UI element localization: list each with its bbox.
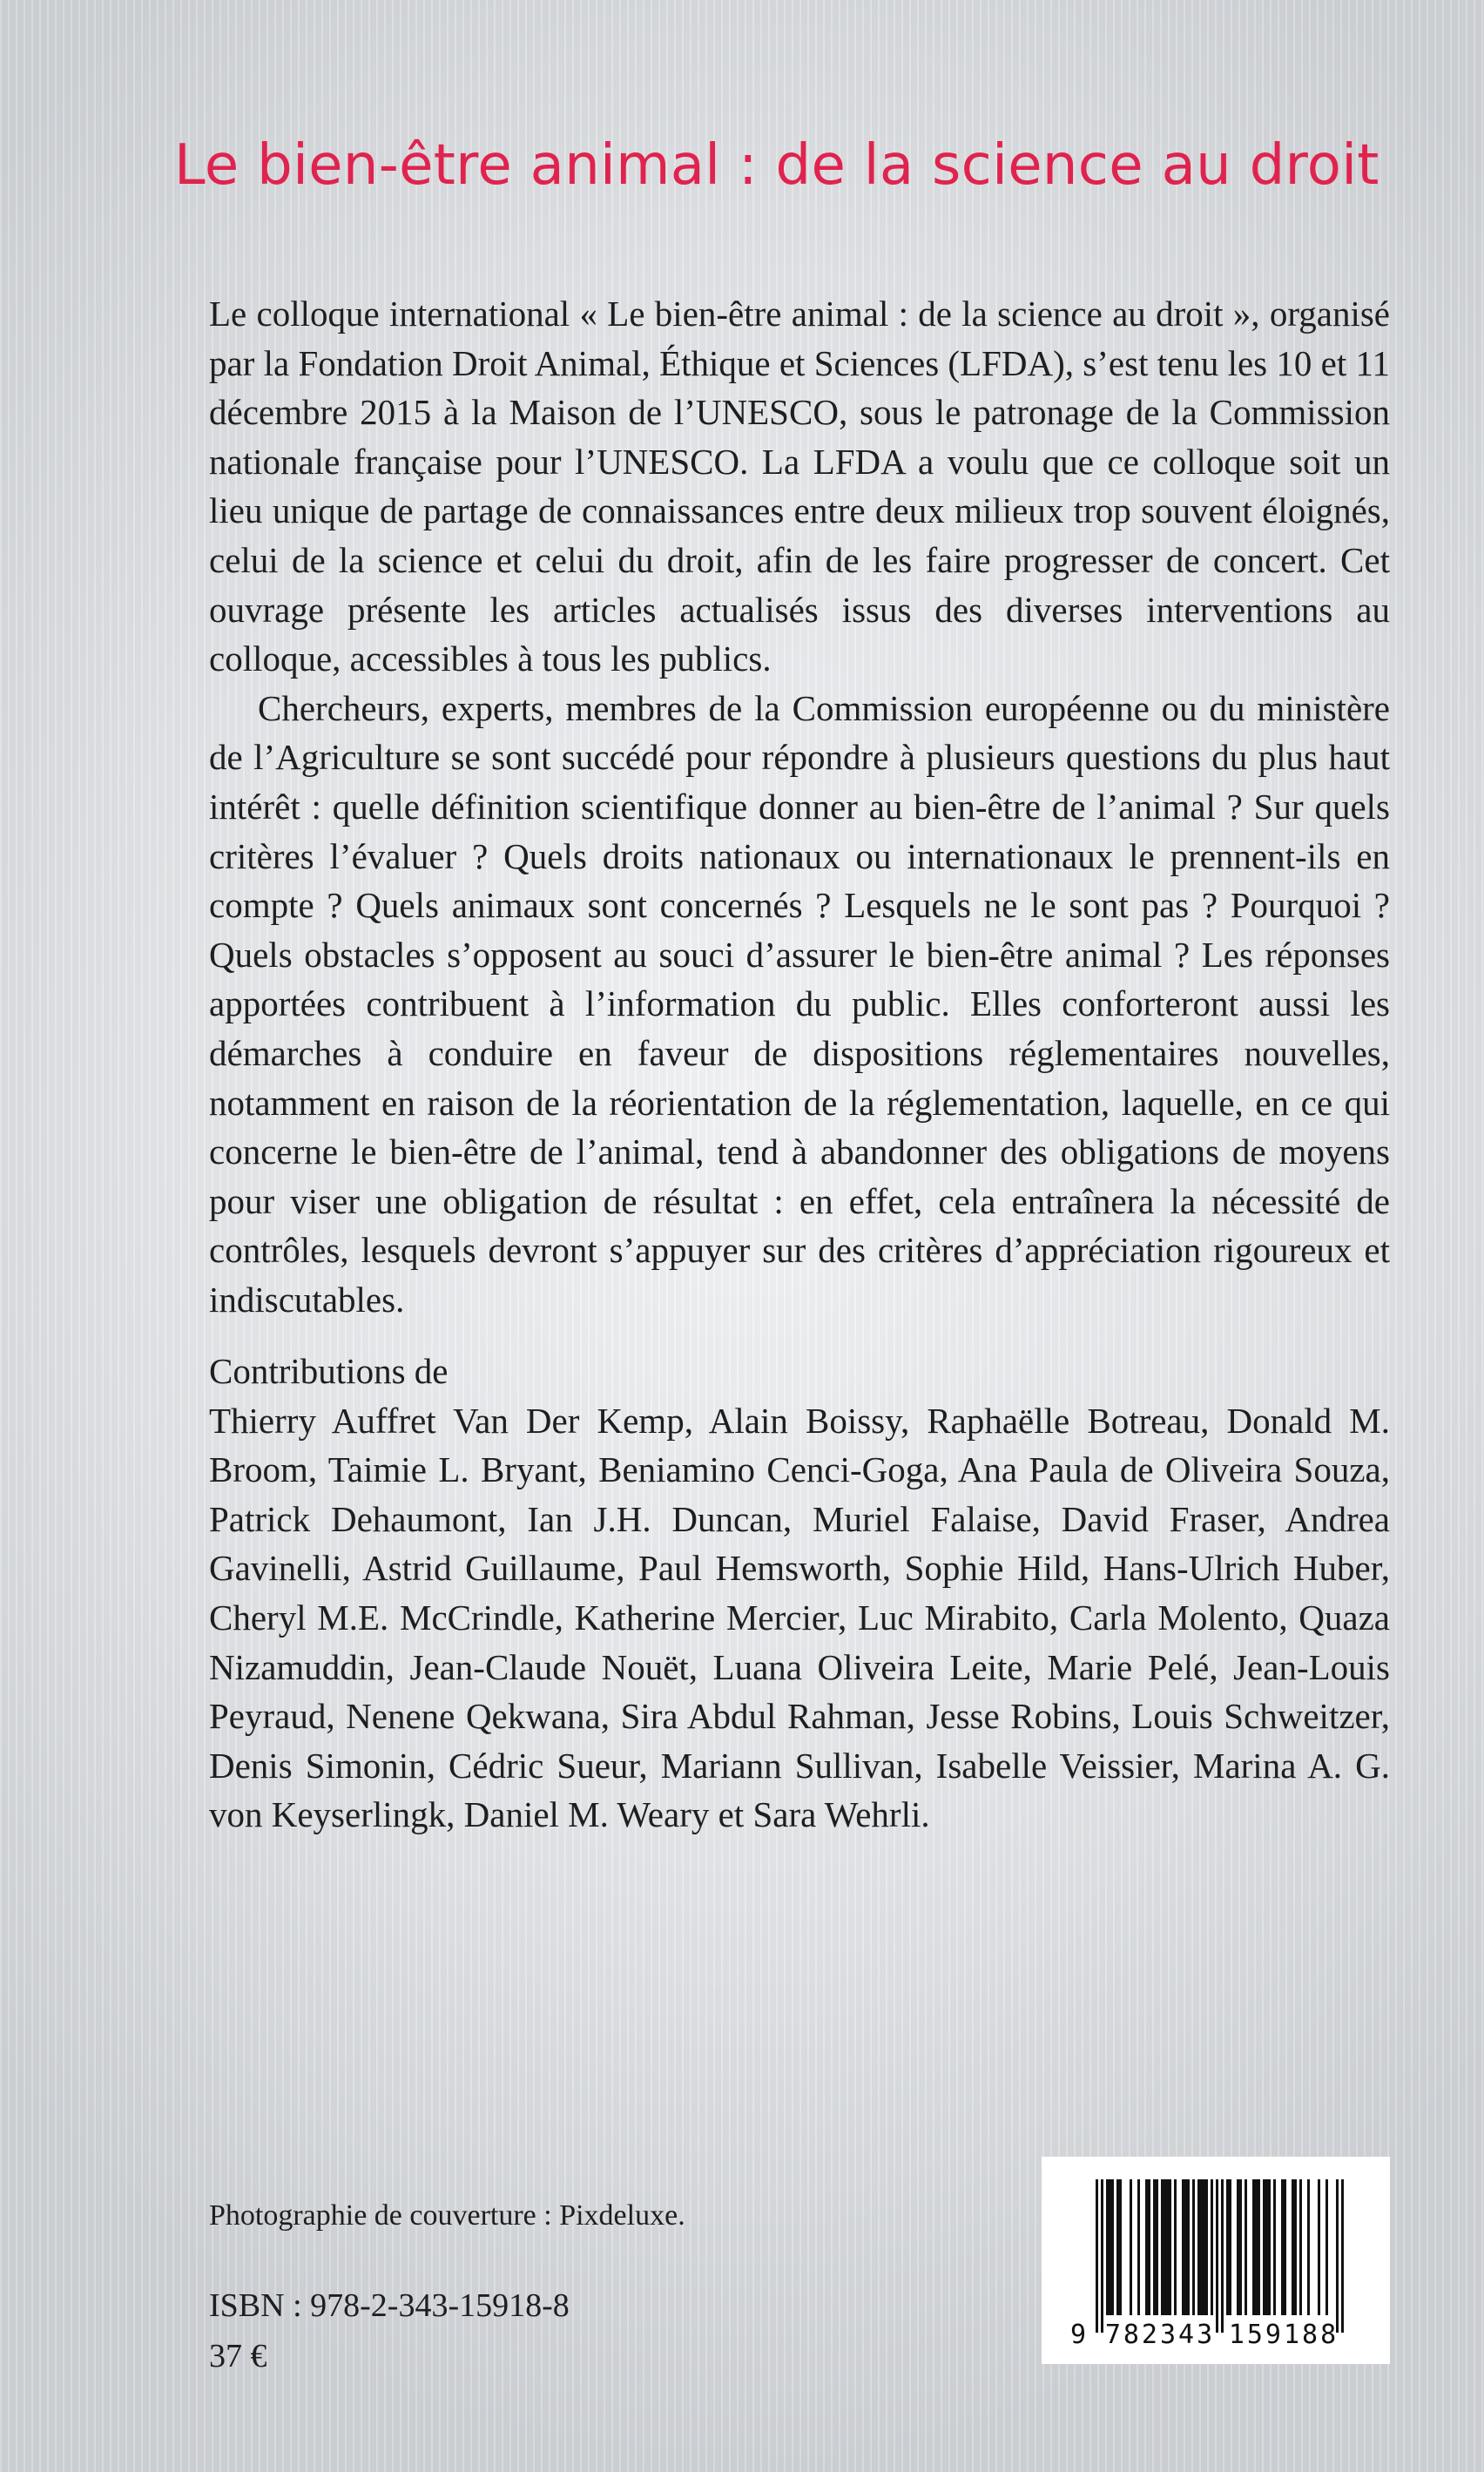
barcode-left-digits: 782343 — [1104, 2320, 1216, 2350]
barcode-bar — [1096, 2179, 1098, 2333]
barcode-graphic — [1042, 2157, 1390, 2364]
barcode-bar — [1169, 2179, 1171, 2315]
isbn: ISBN : 978-2-343-15918-8 — [209, 2287, 570, 2324]
barcode-bar — [1164, 2179, 1166, 2315]
contributors-heading: Contributions de — [209, 1351, 449, 1391]
barcode-bar — [1245, 2179, 1247, 2315]
barcode-bar — [1153, 2179, 1156, 2315]
barcode-bar — [1101, 2179, 1103, 2333]
barcode-bar — [1252, 2179, 1255, 2315]
barcode-bar — [1197, 2179, 1200, 2315]
barcode-bar — [1211, 2179, 1213, 2315]
barcode-bar — [1184, 2179, 1187, 2315]
barcode-bar — [1273, 2179, 1276, 2315]
barcode-bar — [1307, 2179, 1310, 2315]
barcode-bar — [1137, 2179, 1140, 2315]
price: 37 € — [209, 2338, 267, 2374]
barcode-bar — [1229, 2179, 1231, 2315]
barcode — [1042, 2157, 1390, 2364]
summary-paragraph-1: Le colloque international « Le bien-être animal : de la science au droit », organisé par la Fondation Droit Animal, Éthique et Sciences (LFDA), s’est tenu les 10 et 11 décembre 2015 à la Maison de l’UNESCO, sous le patronage de la Commission nationale française pour l’UNESCO. La LFDA a voulu que ce colloque soit un lieu unique de partage de connaissances entre deux milieux trop souvent éloignés, celui de la science et celui du droit, afin de les faire progresser de concert. Cet ouvrage présente les articles actualisés issus des diverses interventions au colloque, accessibles à tous les publics. — [209, 294, 1390, 679]
barcode-bar — [1166, 2179, 1169, 2315]
barcode-bar — [1130, 2179, 1132, 2315]
barcode-bar — [1221, 2179, 1224, 2333]
barcode-bar — [1294, 2179, 1297, 2315]
barcode-bar — [1292, 2179, 1294, 2315]
barcode-bar — [1226, 2179, 1229, 2315]
barcode-bar — [1148, 2179, 1150, 2315]
barcode-bar — [1119, 2179, 1122, 2315]
barcode-bar — [1336, 2179, 1339, 2333]
barcode-bar — [1174, 2179, 1177, 2315]
photo-credit: Photographie de couverture : Pixdeluxe. — [209, 2199, 685, 2232]
barcode-bar — [1182, 2179, 1184, 2315]
barcode-bar — [1161, 2179, 1164, 2315]
barcode-bar — [1111, 2179, 1114, 2315]
barcode-bar — [1216, 2179, 1218, 2333]
barcode-bar — [1192, 2179, 1195, 2315]
contributors-section — [209, 1347, 1390, 1840]
barcode-bar — [1299, 2179, 1302, 2315]
barcode-bar — [1106, 2179, 1109, 2315]
barcode-bar — [1200, 2179, 1203, 2315]
barcode-first-digit: 9 — [1069, 2320, 1087, 2350]
barcode-bar — [1268, 2179, 1271, 2315]
barcode-bar — [1239, 2179, 1242, 2315]
summary-paragraph-2: Chercheurs, experts, membres de la Commission européenne ou du ministère de l’Agriculture se sont succédé pour répondre à plusieurs questions du plus haut intérêt : quelle définition scientifique donner au bien-être de l’animal ? Sur quels critères l’évaluer ? Quels droits nationaux ou internationaux le prennent-ils en compte ? Quels animaux sont concernés ? Lesquels ne le sont pas ? Pourquoi ? Quels obstacles s’opposent au souci d’assurer le bien-être animal ? Les réponses apportées contribuent à l’information du public. Elles conforteront aussi les démarches à conduire en faveur de dispositions réglementaires nouvelles, notamment en raison de la réorientation de la réglementation, laquelle, en ce qui concerne le bien-être de l’animal, tend à abandonner des obligations de moyens pour viser une obligation de résultat : en effet, cela entraînera la nécessité de contrôles, lesquels devront s’appuyer sur des critères d’appréciation rigoureux et indiscutables. — [209, 687, 1390, 1320]
barcode-bar — [1263, 2179, 1265, 2315]
barcode-bar — [1205, 2179, 1208, 2315]
barcode-bar — [1203, 2179, 1205, 2315]
barcode-bar — [1255, 2179, 1258, 2315]
barcode-bar — [1156, 2179, 1158, 2315]
barcode-bar — [1325, 2179, 1328, 2315]
barcode-bar — [1284, 2179, 1286, 2315]
barcode-bar — [1281, 2179, 1284, 2315]
barcode-bar — [1237, 2179, 1239, 2315]
barcode-bar — [1265, 2179, 1268, 2315]
barcode-bar — [1341, 2179, 1344, 2333]
book-title: Le bien-être animal : de la science au droit — [174, 133, 1379, 198]
barcode-bar — [1258, 2179, 1260, 2315]
barcode-right-digits: 159188 — [1228, 2320, 1339, 2350]
contributors-list: Thierry Auffret Van Der Kemp, Alain Boissy, Raphaëlle Botreau, Donald M. Broom, Taimie L. Bryant, Beniamino Cenci-Goga, Ana Paula de Oliveira Souza, Patrick Dehaumont, Ian J.H. Duncan, Muriel Falaise, David Fraser, Andrea Gavinelli, Astrid Guillaume, Paul Hemsworth, Sophie Hild, Hans-Ulrich Huber, Cheryl M.E. McCrindle, Katherine Mercier, Luc Mirabito, Carla Molento, Quaza Nizamuddin, Jean-Claude Nouët, Luana Oliveira Leite, Marie Pelé, Jean-Louis Peyraud, Nenene Qekwana, Sira Abdul Rahman, Jesse Robins, Louis Schweitzer, Denis Simonin, Cédric Sueur, Mariann Sullivan, Isabelle Veissier, Marina A. G. von Keyserlingk, Daniel M. Weary et Sara Wehrli. — [209, 1400, 1390, 1835]
back-cover-summary — [209, 289, 1390, 1324]
barcode-bar — [1318, 2179, 1320, 2315]
barcode-bar — [1109, 2179, 1111, 2315]
barcode-bar — [1187, 2179, 1190, 2315]
barcode-bar — [1116, 2179, 1119, 2315]
barcode-bar — [1145, 2179, 1148, 2315]
